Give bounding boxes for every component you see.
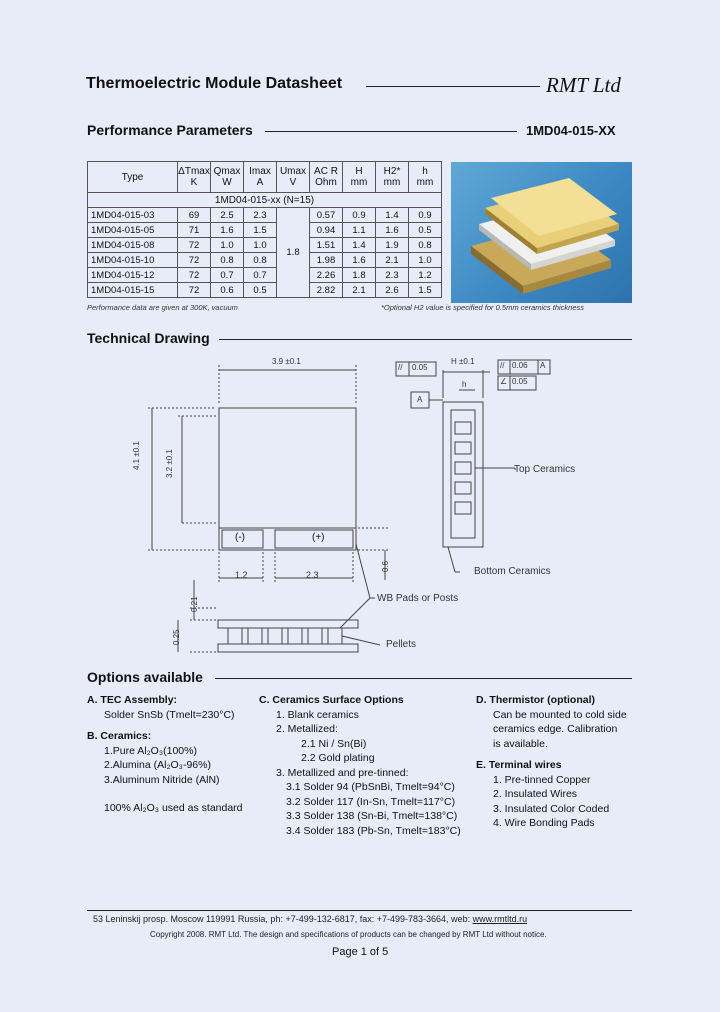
cell-dtmax: 71 <box>178 223 211 238</box>
option-line: ceramics edge. Calibration <box>493 723 618 735</box>
option-line: 2.Alumina (Al₂O₃-96%) <box>104 759 211 771</box>
dim-h: H ±0.1 <box>451 357 475 366</box>
cell-h: 0.9 <box>343 208 376 223</box>
cell-acr: 0.94 <box>310 223 343 238</box>
series-label: 1MD04-015-xx (N=15) <box>88 193 442 208</box>
cell-imax: 0.5 <box>244 283 277 298</box>
cell-h: 1.6 <box>343 253 376 268</box>
table-row <box>88 208 442 223</box>
cell-qmax: 1.0 <box>211 238 244 253</box>
cell-type: 1MD04-015-08 <box>88 238 178 253</box>
pad-plus-label: (+) <box>312 532 325 543</box>
options-title: Options available <box>87 669 203 685</box>
option-line: is available. <box>493 737 548 750</box>
cell-h2: 2.3 <box>376 268 409 283</box>
brand-name: RMT Ltd <box>546 73 621 97</box>
page-number: Page 1 of 5 <box>332 946 389 958</box>
col-h-small: h mm <box>409 162 442 193</box>
option-line: 3.3 Solder 138 (Sn-Bi, Tmelt=138°C) <box>286 810 458 822</box>
cell-dtmax: 72 <box>178 268 211 283</box>
cell-acr: 2.82 <box>310 283 343 298</box>
option-line: 3.Aluminum Nitride (AlN) <box>104 773 220 786</box>
option-line: 1. Blank ceramics <box>276 708 359 721</box>
cell-imax: 0.7 <box>244 268 277 283</box>
dim-height-inner: 3.2 ±0.1 <box>165 449 174 478</box>
cell-acr: 1.51 <box>310 238 343 253</box>
label-pellets: Pellets <box>386 639 417 650</box>
cell-dtmax: 69 <box>178 208 211 223</box>
tolerance-2-symbol: // <box>500 361 505 370</box>
dim-height-outer: 4.1 ±0.1 <box>132 441 141 470</box>
cell-imax: 1.5 <box>244 223 277 238</box>
cell-h-small: 1.5 <box>409 283 442 298</box>
option-line: 1. Pre-tinned Copper <box>493 773 591 786</box>
table-row <box>88 283 442 298</box>
performance-rule <box>265 131 517 132</box>
cell-h-small: 0.9 <box>409 208 442 223</box>
label-bottom-ceramics: Bottom Ceramics <box>474 566 551 577</box>
option-line: 2.1 Ni / Sn(Bi) <box>301 737 367 750</box>
dim-side-1: 0.21 <box>190 596 199 612</box>
document-title: Thermoelectric Module Datasheet <box>86 75 343 92</box>
option-line: 3.1 Solder 94 (PbSnBi, Tmelt=94°C) <box>286 781 455 793</box>
tolerance-1-symbol: // <box>398 363 403 372</box>
cell-qmax: 0.6 <box>211 283 244 298</box>
tolerance-3-value: 0.05 <box>512 377 528 386</box>
product-photo <box>451 162 632 303</box>
cell-type: 1MD04-015-03 <box>88 208 178 223</box>
option-line: 3. Insulated Color Coded <box>493 802 610 815</box>
top-view-outline <box>219 408 356 550</box>
option-line: 3.2 Solder 117 (In-Sn, Tmelt=117°C) <box>286 795 456 808</box>
label-wb-pads: WB Pads or Posts <box>377 593 459 604</box>
cell-qmax: 1.6 <box>211 223 244 238</box>
cell-h: 1.8 <box>343 268 376 283</box>
part-number: 1MD04-015-XX <box>526 123 616 138</box>
website-link[interactable]: www.rmtltd.ru <box>472 914 528 924</box>
cell-h-small: 1.0 <box>409 253 442 268</box>
cell-h2: 2.6 <box>376 283 409 298</box>
options-column-a <box>87 693 257 816</box>
pad-minus-label: (-) <box>235 532 245 543</box>
option-heading: B. Ceramics: <box>87 730 152 742</box>
cell-qmax: 0.8 <box>211 253 244 268</box>
datum-a: A <box>417 395 423 404</box>
cell-umax-shared: 1.8 <box>277 208 310 298</box>
dim-pad-left: 1.2 <box>235 570 248 580</box>
note-conditions: Performance data are given at 300K, vacuum <box>87 303 238 312</box>
cell-h: 1.1 <box>343 223 376 238</box>
option-line: 3. Metallized and pre-tinned: <box>276 766 409 779</box>
cell-type: 1MD04-015-05 <box>88 223 178 238</box>
option-line: 2.2 Gold plating <box>301 752 375 764</box>
performance-table <box>87 161 442 298</box>
table-subheader-row <box>88 193 442 208</box>
tolerance-2-datum: A <box>540 361 546 370</box>
option-line: 3.4 Solder 183 (Pb-Sn, Tmelt=183°C) <box>286 824 461 837</box>
cell-h-small: 0.8 <box>409 238 442 253</box>
col-dtmax: ΔTmax K <box>178 162 211 193</box>
option-line: 2. Insulated Wires <box>493 788 578 800</box>
col-type: Type <box>88 162 178 193</box>
option-heading: A. TEC Assembly: <box>87 694 178 706</box>
cell-h2: 1.6 <box>376 223 409 238</box>
option-heading: C. Ceramics Surface Options <box>259 694 404 706</box>
option-line: 4. Wire Bonding Pads <box>493 817 595 829</box>
cell-acr: 0.57 <box>310 208 343 223</box>
col-umax: Umax V <box>277 162 310 193</box>
dim-h-small: h <box>462 380 467 389</box>
label-top-ceramics: Top Ceramics <box>514 464 576 475</box>
dim-side-2: 0.25 <box>172 629 181 645</box>
cell-dtmax: 72 <box>178 283 211 298</box>
options-rule <box>215 678 632 679</box>
technical-drawing <box>130 350 650 660</box>
table-row <box>88 268 442 283</box>
col-h2: H2* mm <box>376 162 409 193</box>
footer-address-text: 53 Leninskij prosp. Moscow 119991 Russia, ph: +7-499-132-6817, fax: +7-499-783-3664, web: <box>93 914 473 924</box>
cell-type: 1MD04-015-10 <box>88 253 178 268</box>
footer-address <box>93 914 633 924</box>
tolerance-2-value: 0.06 <box>512 361 528 370</box>
performance-title: Performance Parameters <box>87 122 253 138</box>
cell-imax: 1.0 <box>244 238 277 253</box>
cell-h-small: 0.5 <box>409 223 442 238</box>
cell-h2: 1.4 <box>376 208 409 223</box>
cell-h2: 1.9 <box>376 238 409 253</box>
option-line: 100% Al₂O₃ used as standard <box>104 802 243 814</box>
dim-width: 3.9 ±0.1 <box>272 357 301 366</box>
table-row <box>88 253 442 268</box>
cell-acr: 2.26 <box>310 268 343 283</box>
col-imax: Imax A <box>244 162 277 193</box>
table-row <box>88 238 442 253</box>
cell-h2: 2.1 <box>376 253 409 268</box>
footer-rule <box>87 910 632 911</box>
note-h2: *Optional H2 value is specified for 0.5mm ceramics thickness <box>381 303 584 312</box>
cell-h: 2.1 <box>343 283 376 298</box>
cell-h-small: 1.2 <box>409 268 442 283</box>
col-acr: AC R Ohm <box>310 162 343 193</box>
cell-type: 1MD04-015-15 <box>88 283 178 298</box>
drawing-title: Technical Drawing <box>87 330 210 346</box>
header-rule <box>366 86 540 87</box>
cell-qmax: 0.7 <box>211 268 244 283</box>
option-line: Can be mounted to cold side <box>493 708 627 721</box>
dim-pad-height: 0.6 <box>381 560 390 572</box>
option-heading: E. Terminal wires <box>476 759 562 771</box>
option-line: 2. Metallized: <box>276 723 338 735</box>
cell-acr: 1.98 <box>310 253 343 268</box>
col-qmax: Qmax W <box>211 162 244 193</box>
tolerance-1-value: 0.05 <box>412 363 428 372</box>
table-header-row <box>88 162 442 193</box>
cell-qmax: 2.5 <box>211 208 244 223</box>
cell-imax: 0.8 <box>244 253 277 268</box>
cell-imax: 2.3 <box>244 208 277 223</box>
options-column-c <box>259 693 474 838</box>
option-heading: D. Thermistor (optional) <box>476 694 595 706</box>
tec-module-illustration <box>451 162 632 303</box>
dim-pad-right: 2.3 <box>306 570 319 580</box>
cell-type: 1MD04-015-12 <box>88 268 178 283</box>
option-line: 1.Pure Al₂O₃(100%) <box>104 744 197 757</box>
drawing-rule <box>219 339 632 340</box>
col-h: H mm <box>343 162 376 193</box>
table-row <box>88 223 442 238</box>
cell-dtmax: 72 <box>178 253 211 268</box>
footer-copyright: Copyright 2008. RMT Ltd. The design and specifications of products can be changed by RMT Ltd without notice. <box>150 930 547 939</box>
cell-h: 1.4 <box>343 238 376 253</box>
options-column-d <box>476 693 636 831</box>
cell-dtmax: 72 <box>178 238 211 253</box>
option-line: Solder SnSb (Tmelt=230°C) <box>104 708 235 721</box>
tolerance-3-symbol: ∠ <box>500 377 508 386</box>
